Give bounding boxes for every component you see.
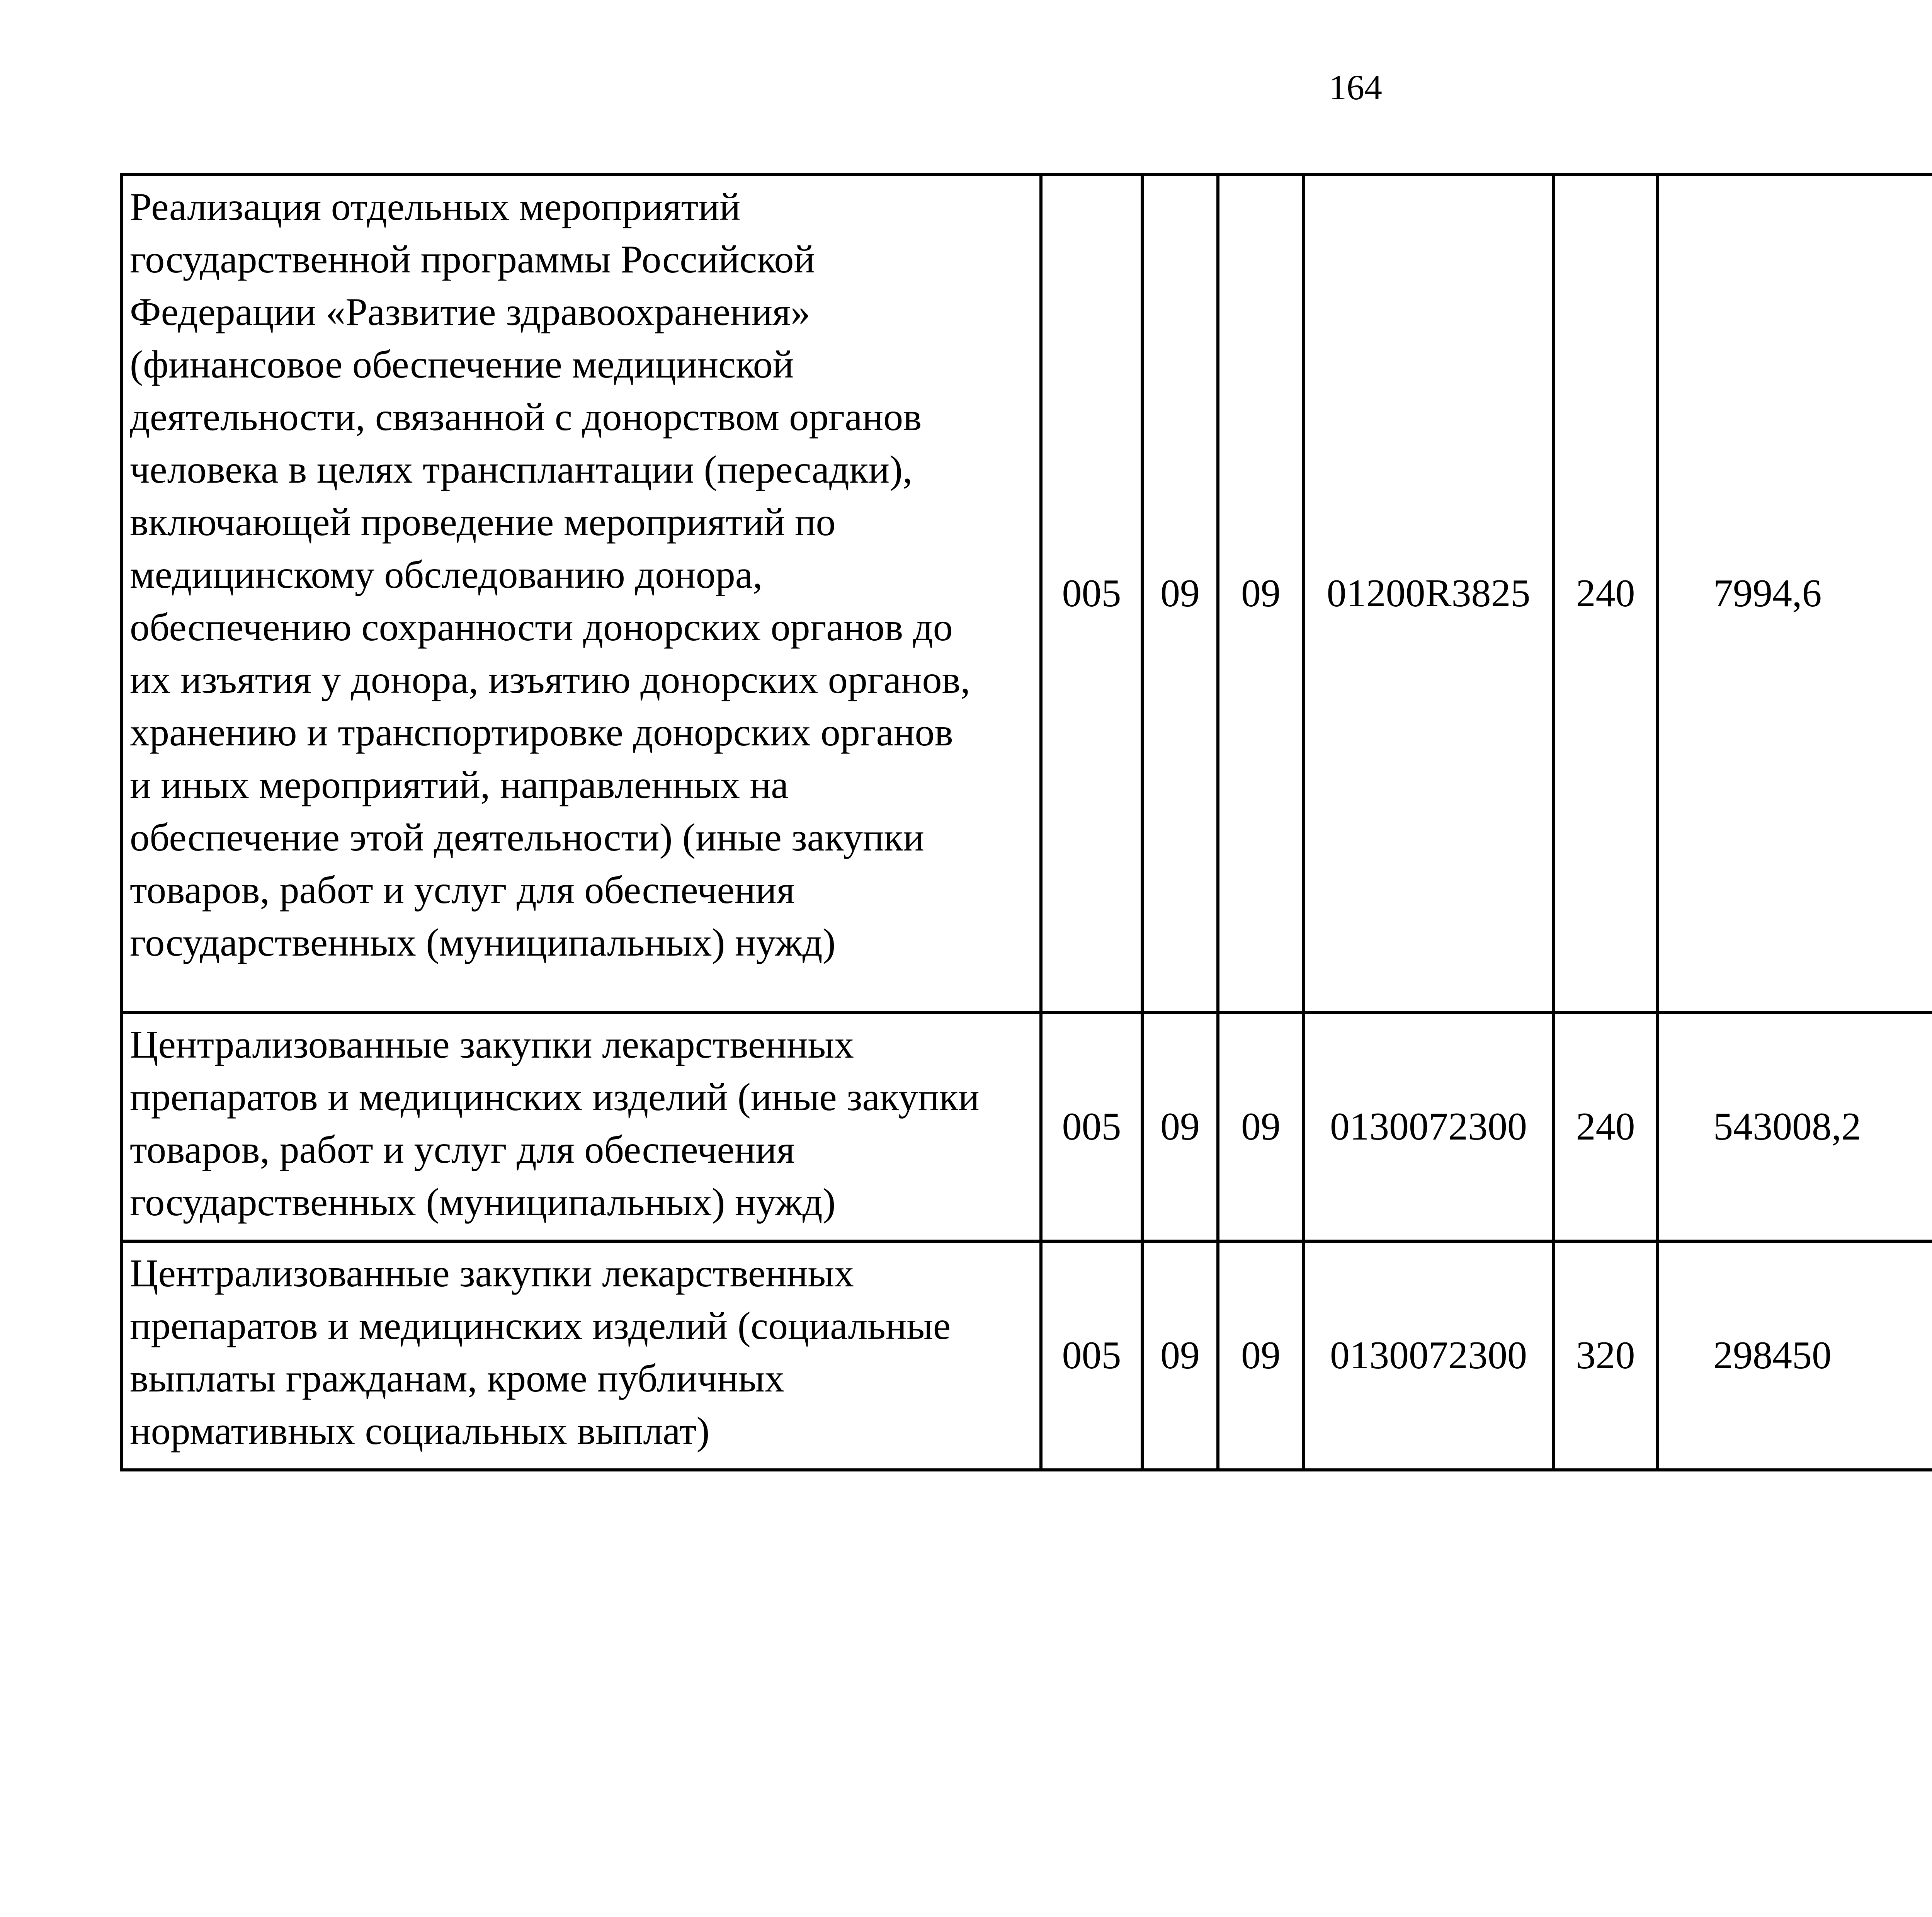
target-article-code: 0130072300 — [1304, 1241, 1553, 1470]
row-description: Централизованные закупки лекарственных препаратов и медицинских изделий (иные закупки товаров, работ и услуг для обеспечения государственных (муниципальных) нужд) — [121, 1012, 1041, 1241]
section-code: 09 — [1142, 1012, 1218, 1241]
table-row — [121, 1241, 1932, 1470]
target-article-code: 01200R3825 — [1304, 175, 1553, 1012]
section-code: 09 — [1142, 1241, 1218, 1470]
amount-year-1: 543008,2 — [1658, 1012, 1932, 1241]
ministry-code: 005 — [1041, 175, 1142, 1012]
target-article-code: 0130072300 — [1304, 1012, 1553, 1241]
ministry-code: 005 — [1041, 1012, 1142, 1241]
expense-type-code: 240 — [1553, 1012, 1658, 1241]
expense-type-code: 320 — [1553, 1241, 1658, 1470]
subsection-code: 09 — [1218, 175, 1304, 1012]
amount-year-1: 298450 — [1658, 1241, 1932, 1470]
budget-table — [120, 173, 1932, 1471]
subsection-code: 09 — [1218, 1241, 1304, 1470]
amount-year-1: 7994,6 — [1658, 175, 1932, 1012]
subsection-code: 09 — [1218, 1012, 1304, 1241]
row-description: Централизованные закупки лекарственных препаратов и медицинских изделий (социальные выплаты гражданам, кроме публичных нормативных социальных выплат) — [121, 1241, 1041, 1470]
table-row — [121, 175, 1932, 1012]
ministry-code: 005 — [1041, 1241, 1142, 1470]
page-number: 164 — [1329, 68, 1382, 107]
section-code: 09 — [1142, 175, 1218, 1012]
table-row — [121, 1012, 1932, 1241]
expense-type-code: 240 — [1553, 175, 1658, 1012]
row-description: Реализация отдельных мероприятий государственной программы Российской Федерации «Развитие здравоохранения» (финансовое обеспечение медицинской деятельности, связанной с донорством органов человека в целях трансплантации (пересадки), включающей проведение мероприятий по медицинскому обследованию донора, обеспечению сохранности донорских органов до их изъятия у донора, изъятию донорских органов, хранению и транспортировке донорских органов и иных мероприятий, направленных на обеспечение этой деятельности) (иные закупки товаров, работ и услуг для обеспечения государственных (муниципальных) нужд) — [121, 175, 1041, 1012]
